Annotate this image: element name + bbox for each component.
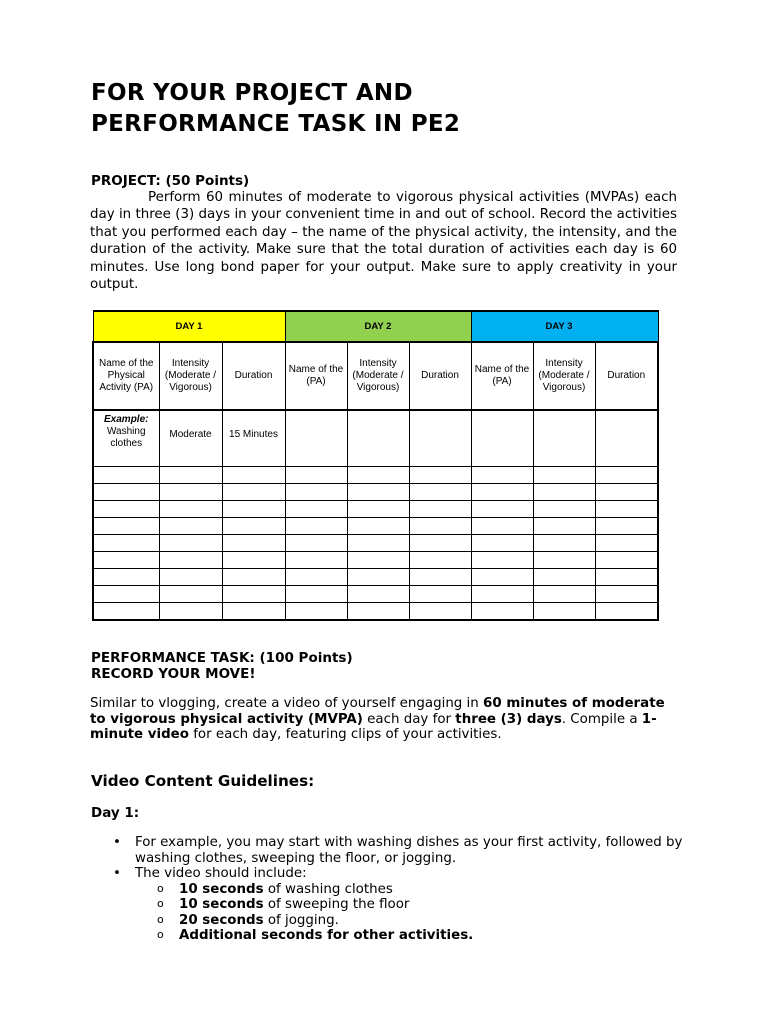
col-header-day2-duration: Duration xyxy=(409,342,471,410)
table-cell xyxy=(222,484,285,501)
table-cell xyxy=(471,586,533,603)
example-intensity xyxy=(159,410,222,467)
sub-item-text: of washing clothes xyxy=(263,881,393,897)
col-header-day3-duration: Duration xyxy=(595,342,658,410)
example-intensity-text: Moderate xyxy=(169,429,212,440)
table-cell xyxy=(533,501,595,518)
table-cell xyxy=(595,569,658,586)
table-cell xyxy=(222,467,285,484)
table-cell xyxy=(159,603,222,621)
table-row xyxy=(93,603,658,621)
table-cell xyxy=(93,535,159,552)
table-cell xyxy=(93,603,159,621)
table-cell xyxy=(93,586,159,603)
table-cell xyxy=(409,501,471,518)
table-cell xyxy=(471,552,533,569)
table-cell xyxy=(159,501,222,518)
project-instructions xyxy=(90,189,677,293)
table-cell xyxy=(347,535,409,552)
table-cell xyxy=(159,535,222,552)
table-cell xyxy=(159,586,222,603)
table-cell xyxy=(595,484,658,501)
table-cell xyxy=(595,467,658,484)
table-cell xyxy=(409,569,471,586)
table-cell xyxy=(222,535,285,552)
table-cell xyxy=(347,586,409,603)
example-activity: Washing clothes xyxy=(106,426,146,449)
table-cell xyxy=(347,501,409,518)
table-cell xyxy=(533,535,595,552)
table-cell xyxy=(159,569,222,586)
day-2-header: DAY 2 xyxy=(285,311,471,342)
table-cell xyxy=(347,518,409,535)
table-cell xyxy=(93,518,159,535)
table-cell xyxy=(285,410,347,467)
day-header-row xyxy=(93,311,658,342)
table-cell xyxy=(409,535,471,552)
day-1-label: Day 1: xyxy=(91,805,140,821)
table-cell xyxy=(533,518,595,535)
circle-bullet-icon: o xyxy=(157,881,164,895)
table-cell xyxy=(347,552,409,569)
table-cell xyxy=(222,603,285,621)
table-cell xyxy=(93,569,159,586)
table-cell xyxy=(285,535,347,552)
day-3-label: DAY 3 xyxy=(545,320,573,332)
performance-task-instructions xyxy=(90,696,680,743)
document-title xyxy=(91,78,691,140)
table-cell xyxy=(159,518,222,535)
list-item xyxy=(91,866,691,944)
table-cell xyxy=(347,467,409,484)
table-row xyxy=(93,586,658,603)
example-row xyxy=(93,410,658,467)
table-cell xyxy=(409,467,471,484)
table-cell xyxy=(471,603,533,621)
sub-item-bold: 10 seconds xyxy=(179,881,264,897)
table-cell xyxy=(533,552,595,569)
bullet-icon: • xyxy=(113,866,121,881)
table-cell xyxy=(222,569,285,586)
sub-item-bold: 20 seconds xyxy=(179,912,264,928)
table-cell xyxy=(222,518,285,535)
table-cell xyxy=(471,484,533,501)
table-row xyxy=(93,569,658,586)
table-cell xyxy=(471,518,533,535)
table-cell xyxy=(285,501,347,518)
activity-log-table xyxy=(92,310,659,621)
sub-item-text: of jogging. xyxy=(263,912,339,928)
sub-item-bold: Additional seconds for other activities. xyxy=(179,928,474,943)
table-cell xyxy=(285,518,347,535)
col-header-day1-intensity: Intensity (Moderate / Vigorous) xyxy=(159,342,222,410)
table-cell xyxy=(222,552,285,569)
sub-list-item xyxy=(133,897,691,913)
sub-list-item xyxy=(133,913,691,929)
sub-item-bold: 10 seconds xyxy=(179,897,264,912)
table-cell xyxy=(222,501,285,518)
col-header-day3-name: Name of the (PA) xyxy=(471,342,533,410)
project-heading: PROJECT: (50 Points) xyxy=(91,173,250,189)
sub-list xyxy=(135,882,691,944)
sub-list-item xyxy=(133,882,691,898)
table-cell xyxy=(93,501,159,518)
sub-list-item xyxy=(133,928,691,944)
table-row xyxy=(93,535,658,552)
table-cell xyxy=(595,410,658,467)
table-cell xyxy=(159,467,222,484)
table-cell xyxy=(285,603,347,621)
pt-text-3: . Compile a xyxy=(561,711,642,727)
table-cell xyxy=(595,535,658,552)
bullet-text: For example, you may start with washing dishes as your first activity, followed by washing clothes, sweeping the floor, or jogging. xyxy=(135,835,683,866)
table-cell xyxy=(471,467,533,484)
column-header-row xyxy=(93,342,658,410)
performance-task-title: PERFORMANCE TASK: (100 Points) xyxy=(91,650,353,666)
table-cell xyxy=(471,569,533,586)
table-row xyxy=(93,484,658,501)
list-item xyxy=(91,835,691,866)
table-cell xyxy=(409,603,471,621)
table-cell xyxy=(347,569,409,586)
table-cell xyxy=(595,586,658,603)
table-cell xyxy=(347,484,409,501)
table-row xyxy=(93,552,658,569)
table-cell xyxy=(159,552,222,569)
video-guidelines-heading: Video Content Guidelines: xyxy=(91,772,315,790)
table-cell xyxy=(471,501,533,518)
pt-text-1: Similar to vlogging, create a video of yourself engaging in xyxy=(90,696,484,711)
table-row xyxy=(93,467,658,484)
performance-task-subtitle: RECORD YOUR MOVE! xyxy=(91,666,256,682)
col-header-day1-duration: Duration xyxy=(222,342,285,410)
day-1-header: DAY 1 xyxy=(93,311,285,342)
pt-bold-2: three (3) days xyxy=(455,711,562,727)
example-duration-text: 15 Minutes xyxy=(229,429,278,440)
table-cell xyxy=(533,603,595,621)
pt-text-2: each day for xyxy=(362,711,456,727)
table-cell xyxy=(93,552,159,569)
table-row xyxy=(93,501,658,518)
table-cell xyxy=(159,484,222,501)
table-cell xyxy=(533,467,595,484)
table-cell xyxy=(285,552,347,569)
table-cell xyxy=(533,484,595,501)
table-cell xyxy=(93,467,159,484)
bullet-icon: • xyxy=(113,835,121,850)
table-cell xyxy=(409,586,471,603)
table-cell xyxy=(595,603,658,621)
col-header-day1-name: Name of the Physical Activity (PA) xyxy=(93,342,159,410)
table-cell xyxy=(595,552,658,569)
table-row xyxy=(93,518,658,535)
table-cell xyxy=(409,552,471,569)
table-cell xyxy=(533,410,595,467)
project-instructions-text: Perform 60 minutes of moderate to vigorous physical activities (MVPAs) each day in three (3) days in your convenient time in and out of school. Record the activities that you performed each day – the name of the physical activity, the intensity, and the duration of the activity. Make sure that the total duration of activities each day is 60 minutes. Use long bond paper for your output. Make sure to apply creativity in your output. xyxy=(90,190,677,293)
table-cell xyxy=(285,467,347,484)
table-cell xyxy=(533,586,595,603)
table-cell xyxy=(222,586,285,603)
table-cell xyxy=(533,569,595,586)
example-activity-cell xyxy=(93,410,159,467)
table-cell xyxy=(409,518,471,535)
pt-text-4: for each day, featuring clips of your activities. xyxy=(188,727,502,743)
pt-bold-3: 1-minute video xyxy=(90,711,657,743)
table-cell xyxy=(285,586,347,603)
col-header-day3-intensity: Intensity (Moderate / Vigorous) xyxy=(533,342,595,410)
table-cell xyxy=(595,518,658,535)
table-cell xyxy=(409,410,471,467)
circle-bullet-icon: o xyxy=(157,928,164,941)
title-line-1: FOR YOUR PROJECT AND xyxy=(91,80,413,106)
col-header-day2-name: Name of the (PA) xyxy=(285,342,347,410)
table-cell xyxy=(93,484,159,501)
sub-item-text: of sweeping the floor xyxy=(263,897,410,912)
performance-task-heading xyxy=(91,650,353,682)
blank-rows xyxy=(93,467,658,621)
table-cell xyxy=(595,501,658,518)
table-cell xyxy=(285,569,347,586)
day-3-header xyxy=(471,311,658,342)
circle-bullet-icon: o xyxy=(157,912,164,926)
circle-bullet-icon: o xyxy=(157,897,164,910)
table-cell xyxy=(347,410,409,467)
table-cell xyxy=(347,603,409,621)
pt-bold-1: 60 minutes of moderate to vigorous physical activity (MVPA) xyxy=(90,696,665,727)
table-cell xyxy=(409,484,471,501)
example-label: Example: xyxy=(104,414,149,425)
example-duration xyxy=(222,410,285,467)
title-line-2: PERFORMANCE TASK IN PE2 xyxy=(91,111,461,137)
guidelines-list xyxy=(91,835,691,944)
table-cell xyxy=(471,535,533,552)
col-header-day2-intensity: Intensity (Moderate / Vigorous) xyxy=(347,342,409,410)
table-cell xyxy=(471,410,533,467)
bullet-text: The video should include: xyxy=(135,866,307,881)
table-cell xyxy=(285,484,347,501)
